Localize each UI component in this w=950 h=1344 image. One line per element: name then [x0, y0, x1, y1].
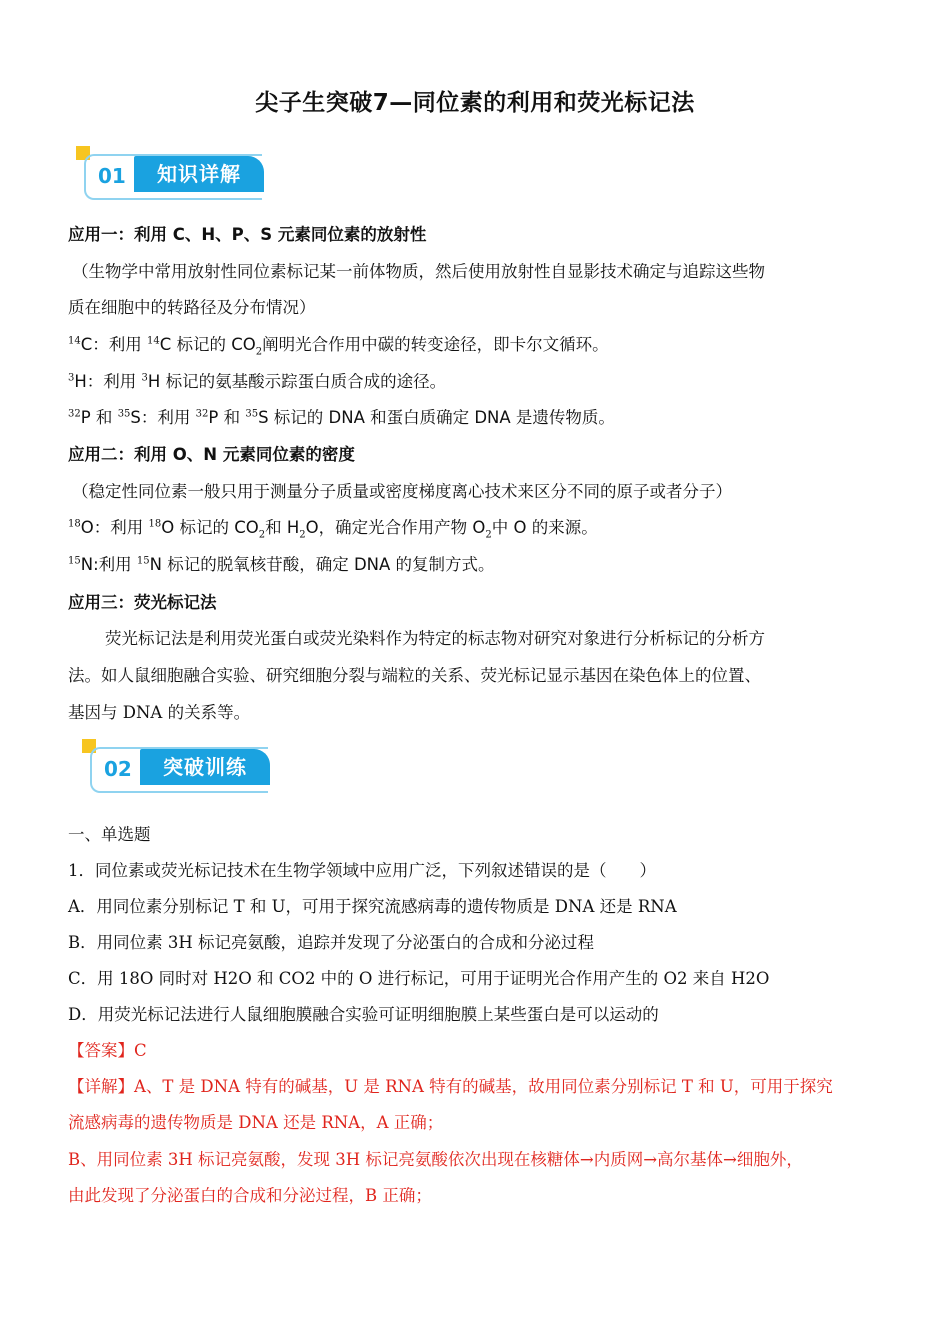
text-run: H 标记的氨基酸示踪蛋白质合成的途径。 — [147, 372, 447, 391]
application-3-line2: 法。如人鼠细胞融合实验、研究细胞分裂与端粒的关系、荧光标记显示基因在染色体上的位置、 — [68, 666, 761, 685]
mass-number: 18 — [148, 518, 162, 530]
question-1: 1．同位素或荧光标记技术在生物学领域中应用广泛，下列叙述错误的是（ ） — [68, 861, 656, 880]
element-symbol: O — [80, 518, 94, 537]
text-run: C 标记的 CO — [159, 335, 256, 354]
text-run: O，确定光合作用产物 O — [305, 518, 486, 537]
c14-paragraph — [68, 333, 898, 357]
option-b: B．用同位素 3H 标记亮氨酸，追踪并发现了分泌蛋白的合成和分泌过程 — [68, 933, 595, 952]
explanation-line3: B、用同位素 3H 标记亮氨酸，发现 3H 标记亮氨酸依次出现在核糖体→内质网→高尔基体→细胞外， — [68, 1150, 803, 1169]
text-run: O 标记的 CO — [161, 518, 259, 537]
element-symbol: N:利用 — [80, 555, 137, 574]
text-run: 中 O 的来源。 — [491, 518, 598, 537]
text-run: S 标记的 DNA 和蛋白质确定 DNA 是遗传物质。 — [258, 408, 615, 427]
application-2-note: （稳定性同位素一般只用于测量分子质量或密度梯度离心技术来区分不同的原子或者分子） — [72, 482, 732, 501]
n15-paragraph — [68, 553, 898, 577]
text-run: ：利用 — [93, 518, 149, 537]
text-run: ：利用 — [86, 372, 142, 391]
application-3-heading: 应用三：荧光标记法 — [68, 593, 217, 612]
subscript: 2 — [255, 346, 263, 358]
mass-number: 3 — [68, 372, 75, 384]
subscript: 2 — [258, 529, 266, 541]
text-run: P 和 — [208, 408, 246, 427]
mass-number: 14 — [68, 335, 81, 347]
option-a: A．用同位素分别标记 T 和 U，可用于探究流感病毒的遗传物质是 DNA 还是 RNA — [68, 897, 677, 916]
element-symbol: H — [74, 372, 87, 391]
mass-number: 15 — [136, 555, 150, 567]
mass-number: 32 — [68, 408, 81, 420]
element-symbol: C — [80, 335, 93, 354]
text-run: N 标记的脱氧核苷酸，确定 DNA 的复制方式。 — [149, 555, 495, 574]
section-badge-training — [82, 739, 282, 791]
text-run: P 和 — [80, 408, 118, 427]
option-d: D．用荧光标记法进行人鼠细胞膜融合实验可证明细胞膜上某些蛋白是可以运动的 — [68, 1005, 659, 1024]
question-type-heading: 一、单选题 — [68, 825, 151, 844]
mass-number: 14 — [147, 335, 160, 347]
explanation-line1: 【详解】A、T 是 DNA 特有的碱基，U 是 RNA 特有的碱基，故用同位素分别标记 T 和 U，可用于探究 — [68, 1077, 833, 1096]
text-run: ：利用 — [92, 335, 148, 354]
subscript: 2 — [485, 529, 492, 541]
mass-number: 18 — [68, 518, 81, 530]
application-3-line3: 基因与 DNA 的关系等。 — [68, 703, 251, 722]
application-1-note-line2: 质在细胞中的转路径及分布情况） — [68, 298, 316, 317]
application-1-note-line1: （生物学中常用放射性同位素标记某一前体物质，然后使用放射性自显影技术确定与追踪这些物 — [72, 262, 765, 281]
option-c: C．用 18O 同时对 H2O 和 CO2 中的 O 进行标记，可用于证明光合作用产生的 O2 来自 H2O — [68, 969, 770, 988]
subscript: 2 — [299, 529, 306, 541]
application-1-heading: 应用一：利用 C、H、P、S 元素同位素的放射性 — [68, 225, 427, 244]
answer: 【答案】C — [68, 1041, 147, 1060]
section-badge-knowledge — [76, 146, 276, 198]
application-3-line1: 荧光标记法是利用荧光蛋白或荧光染料作为特定的标志物对研究对象进行分析标记的分析方 — [105, 629, 765, 648]
text-run: S：利用 — [130, 408, 196, 427]
mass-number: 15 — [68, 555, 81, 567]
application-2-heading: 应用二：利用 O、N 元素同位素的密度 — [68, 445, 355, 464]
page-title: 尖子生突破7—同位素的利用和荧光标记法 — [255, 90, 695, 116]
mass-number: 32 — [195, 408, 209, 420]
text-run: 阐明光合作用中碳的转变途径，即卡尔文循环。 — [262, 335, 609, 354]
badge-label: 知识详解 — [134, 156, 264, 192]
p32-s35-paragraph — [68, 406, 898, 430]
mass-number: 3 — [141, 372, 148, 384]
h3-paragraph — [68, 370, 898, 394]
text-run: 和 H — [265, 518, 300, 537]
mass-number: 35 — [245, 408, 259, 420]
explanation-line2: 流感病毒的遗传物质是 DNA 还是 RNA，A 正确； — [68, 1113, 444, 1132]
badge-label: 突破训练 — [140, 749, 270, 785]
badge-number: 02 — [104, 757, 132, 781]
mass-number: 35 — [117, 408, 131, 420]
badge-number: 01 — [98, 164, 126, 188]
explanation-line4: 由此发现了分泌蛋白的合成和分泌过程，B 正确； — [68, 1186, 432, 1205]
o18-paragraph — [68, 516, 898, 540]
